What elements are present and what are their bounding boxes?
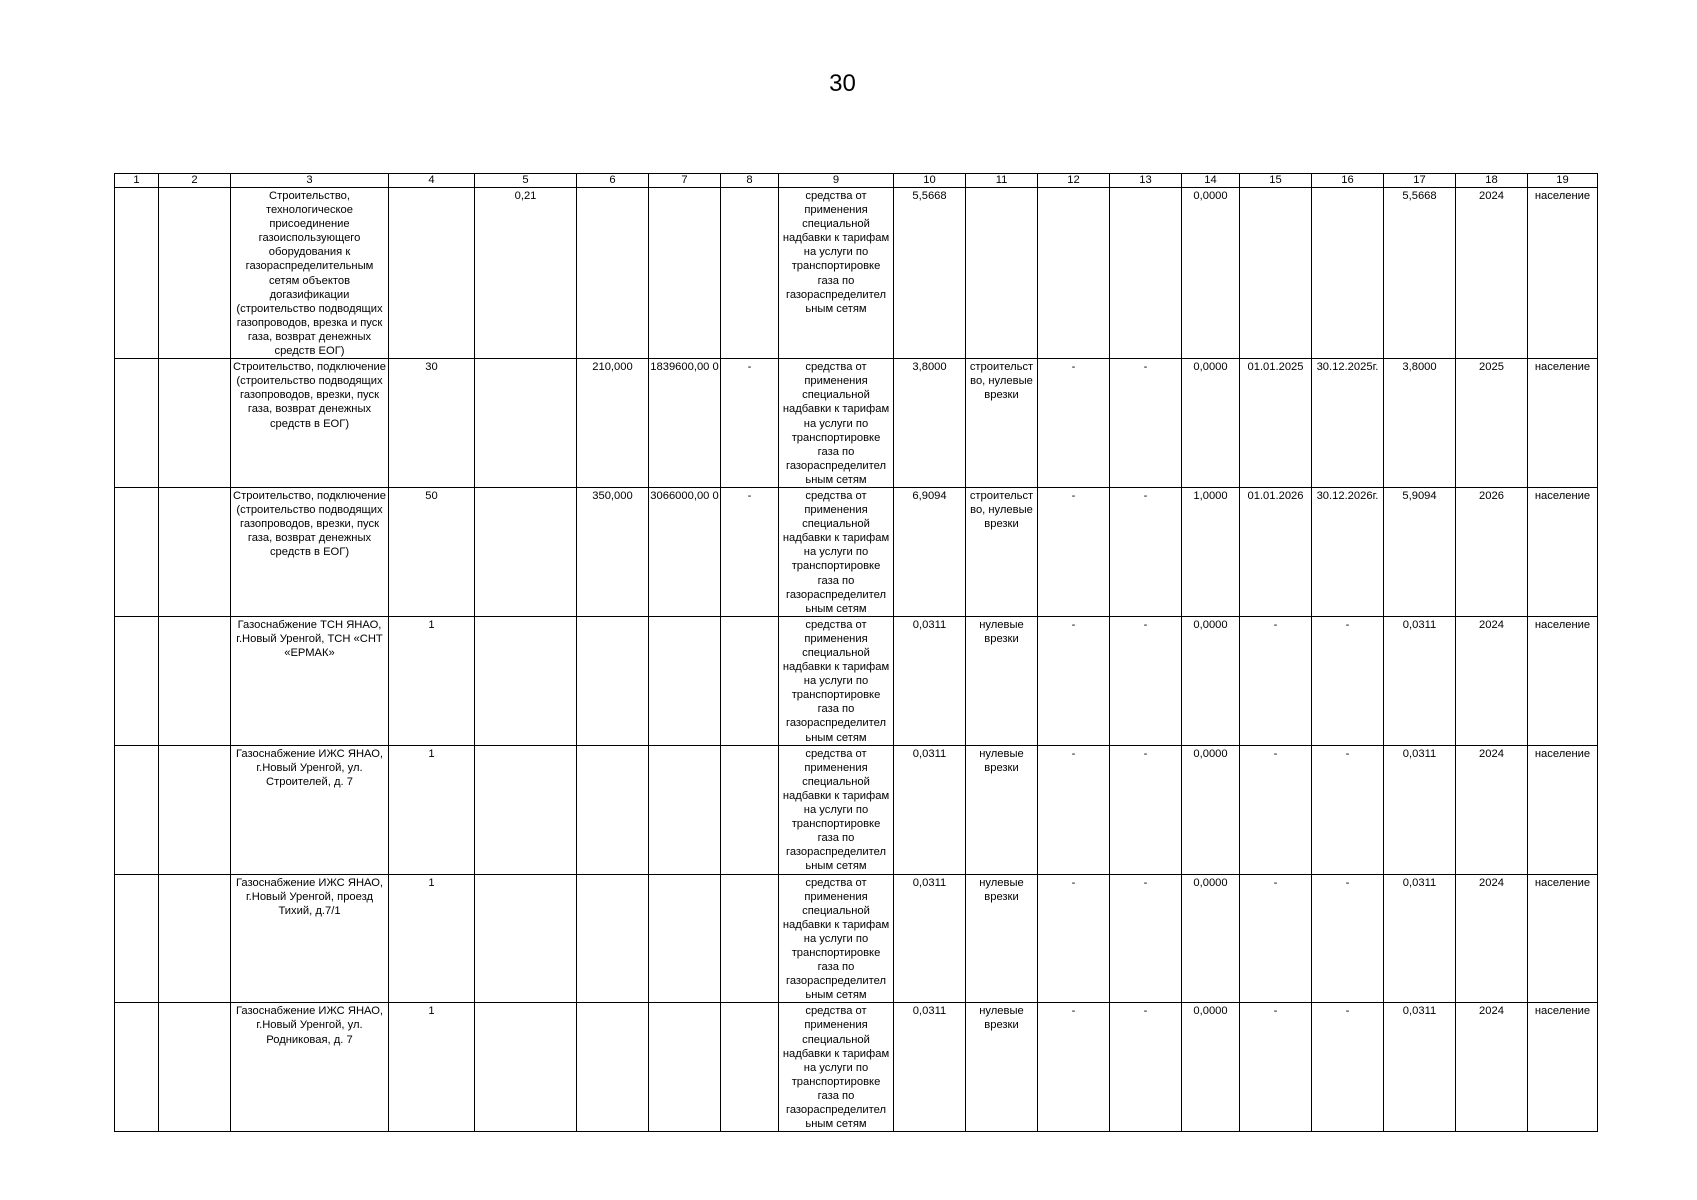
col-header: 4 xyxy=(389,174,475,188)
cell-col5 xyxy=(475,745,577,874)
cell-col14: 0,0000 xyxy=(1182,1003,1240,1132)
col-header: 6 xyxy=(577,174,649,188)
header-row xyxy=(115,174,1598,188)
cell-consumer: население xyxy=(1528,188,1598,359)
cell-end-date: - xyxy=(1312,874,1384,1003)
table-row xyxy=(115,188,1598,359)
cell-col13: - xyxy=(1110,616,1182,745)
col-header: 19 xyxy=(1528,174,1598,188)
cell-col2 xyxy=(159,616,231,745)
cell-col10: 0,0311 xyxy=(894,874,966,1003)
cell-col17: 5,9094 xyxy=(1384,487,1456,616)
cell-col10: 0,0311 xyxy=(894,616,966,745)
cell-col4: 1 xyxy=(389,745,475,874)
cell-object-name: Строительство, технологическое присоединение газоиспользующего оборудования к газораспределительным сетям объектов догазификации (строительство подводящих газопроводов, врезка и пуск газа, возврат денежных средств ЕОГ) xyxy=(231,188,389,359)
cell-start-date: 01.01.2026 xyxy=(1240,487,1312,616)
cell-col10: 3,8000 xyxy=(894,359,966,488)
col-header: 13 xyxy=(1110,174,1182,188)
col-header: 17 xyxy=(1384,174,1456,188)
cell-col13: - xyxy=(1110,487,1182,616)
cell-col4: 1 xyxy=(389,874,475,1003)
cell-object-name: Газоснабжение ИЖС ЯНАО, г.Новый Уренгой, ул. Родниковая, д. 7 xyxy=(231,1003,389,1132)
col-header: 12 xyxy=(1038,174,1110,188)
cell-col11: нулевые врезки xyxy=(966,616,1038,745)
table-row xyxy=(115,874,1598,1003)
cell-col11 xyxy=(966,188,1038,359)
cell-col8 xyxy=(721,745,779,874)
cell-funding-source: средства от применения специальной надбавки к тарифам на услуги по транспортировке газа по газораспределител ьным сетям xyxy=(779,359,894,488)
cell-end-date: - xyxy=(1312,1003,1384,1132)
cell-col6: 210,000 xyxy=(577,359,649,488)
cell-start-date: 01.01.2025 xyxy=(1240,359,1312,488)
cell-col11: нулевые врезки xyxy=(966,874,1038,1003)
cell-col1 xyxy=(115,487,159,616)
table-row xyxy=(115,1003,1598,1132)
cell-year: 2026 xyxy=(1456,487,1528,616)
cell-col10: 0,0311 xyxy=(894,745,966,874)
cell-col4 xyxy=(389,188,475,359)
col-header: 18 xyxy=(1456,174,1528,188)
cell-col17: 0,0311 xyxy=(1384,745,1456,874)
cell-col17: 5,5668 xyxy=(1384,188,1456,359)
col-header: 7 xyxy=(649,174,721,188)
col-header: 16 xyxy=(1312,174,1384,188)
cell-col12 xyxy=(1038,188,1110,359)
cell-col5 xyxy=(475,487,577,616)
cell-col2 xyxy=(159,1003,231,1132)
cell-col4: 30 xyxy=(389,359,475,488)
cell-col2 xyxy=(159,359,231,488)
cell-consumer: население xyxy=(1528,487,1598,616)
col-header: 8 xyxy=(721,174,779,188)
cell-col14: 0,0000 xyxy=(1182,745,1240,874)
cell-col12: - xyxy=(1038,616,1110,745)
cell-col13: - xyxy=(1110,1003,1182,1132)
cell-funding-source: средства от применения специальной надбавки к тарифам на услуги по транспортировке газа по газораспределител ьным сетям xyxy=(779,874,894,1003)
cell-year: 2024 xyxy=(1456,616,1528,745)
cell-year: 2025 xyxy=(1456,359,1528,488)
cell-col6 xyxy=(577,874,649,1003)
cell-col13: - xyxy=(1110,745,1182,874)
col-header: 15 xyxy=(1240,174,1312,188)
cell-col14: 1,0000 xyxy=(1182,487,1240,616)
cell-col11: строительст во, нулевые врезки xyxy=(966,359,1038,488)
col-header: 1 xyxy=(115,174,159,188)
cell-object-name: Газоснабжение ИЖС ЯНАО, г.Новый Уренгой, проезд Тихий, д.7/1 xyxy=(231,874,389,1003)
cell-col17: 0,0311 xyxy=(1384,1003,1456,1132)
cell-col4: 50 xyxy=(389,487,475,616)
cell-object-name: Строительство, подключение (строительство подводящих газопроводов, врезки, пуск газа, возврат денежных средств в ЕОГ) xyxy=(231,487,389,616)
cell-col7 xyxy=(649,1003,721,1132)
cell-start-date: - xyxy=(1240,1003,1312,1132)
cell-col5 xyxy=(475,359,577,488)
table-row xyxy=(115,487,1598,616)
cell-col8 xyxy=(721,1003,779,1132)
cell-start-date xyxy=(1240,188,1312,359)
cell-object-name: Газоснабжение ТСН ЯНАО, г.Новый Уренгой, ТСН «СНТ «ЕРМАК» xyxy=(231,616,389,745)
cell-col14: 0,0000 xyxy=(1182,359,1240,488)
cell-consumer: население xyxy=(1528,616,1598,745)
cell-col6 xyxy=(577,188,649,359)
cell-funding-source: средства от применения специальной надбавки к тарифам на услуги по транспортировке газа по газораспределител ьным сетям xyxy=(779,616,894,745)
cell-col12: - xyxy=(1038,1003,1110,1132)
col-header: 5 xyxy=(475,174,577,188)
cell-col7 xyxy=(649,616,721,745)
col-header: 3 xyxy=(231,174,389,188)
cell-col5: 0,21 xyxy=(475,188,577,359)
cell-col2 xyxy=(159,487,231,616)
cell-col13: - xyxy=(1110,874,1182,1003)
col-header: 2 xyxy=(159,174,231,188)
cell-object-name: Строительство, подключение (строительство подводящих газопроводов, врезки, пуск газа, возврат денежных средств в ЕОГ) xyxy=(231,359,389,488)
cell-year: 2024 xyxy=(1456,1003,1528,1132)
cell-col7: 1839600,00 0 xyxy=(649,359,721,488)
cell-col12: - xyxy=(1038,359,1110,488)
cell-end-date: 30.12.2025г. xyxy=(1312,359,1384,488)
table-row xyxy=(115,745,1598,874)
cell-funding-source: средства от применения специальной надбавки к тарифам на услуги по транспортировке газа по газораспределител ьным сетям xyxy=(779,1003,894,1132)
cell-col1 xyxy=(115,745,159,874)
cell-col8 xyxy=(721,616,779,745)
page-number: 30 xyxy=(829,70,856,97)
cell-col10: 0,0311 xyxy=(894,1003,966,1132)
cell-col1 xyxy=(115,874,159,1003)
cell-col17: 0,0311 xyxy=(1384,616,1456,745)
cell-consumer: население xyxy=(1528,874,1598,1003)
cell-col6 xyxy=(577,1003,649,1132)
cell-end-date xyxy=(1312,188,1384,359)
cell-col5 xyxy=(475,874,577,1003)
col-header: 11 xyxy=(966,174,1038,188)
col-header: 14 xyxy=(1182,174,1240,188)
cell-col13 xyxy=(1110,188,1182,359)
cell-col11: строительст во, нулевые врезки xyxy=(966,487,1038,616)
cell-col5 xyxy=(475,616,577,745)
cell-col2 xyxy=(159,874,231,1003)
col-header: 10 xyxy=(894,174,966,188)
cell-object-name: Газоснабжение ИЖС ЯНАО, г.Новый Уренгой, ул. Строителей, д. 7 xyxy=(231,745,389,874)
cell-end-date: - xyxy=(1312,616,1384,745)
col-header: 9 xyxy=(779,174,894,188)
cell-col2 xyxy=(159,188,231,359)
cell-end-date: - xyxy=(1312,745,1384,874)
cell-col4: 1 xyxy=(389,616,475,745)
cell-col14: 0,0000 xyxy=(1182,874,1240,1003)
cell-col1 xyxy=(115,1003,159,1132)
cell-col2 xyxy=(159,745,231,874)
cell-consumer: население xyxy=(1528,745,1598,874)
cell-col1 xyxy=(115,359,159,488)
cell-funding-source: средства от применения специальной надбавки к тарифам на услуги по транспортировке газа по газораспределител ьным сетям xyxy=(779,487,894,616)
cell-col11: нулевые врезки xyxy=(966,745,1038,874)
cell-col7 xyxy=(649,188,721,359)
cell-col7 xyxy=(649,745,721,874)
cell-col6: 350,000 xyxy=(577,487,649,616)
cell-end-date: 30.12.2026г. xyxy=(1312,487,1384,616)
cell-col8: - xyxy=(721,487,779,616)
cell-col1 xyxy=(115,188,159,359)
cell-col11: нулевые врезки xyxy=(966,1003,1038,1132)
cell-col17: 0,0311 xyxy=(1384,874,1456,1003)
cell-col8 xyxy=(721,188,779,359)
cell-col17: 3,8000 xyxy=(1384,359,1456,488)
table-row xyxy=(115,616,1598,745)
cell-year: 2024 xyxy=(1456,745,1528,874)
cell-col13: - xyxy=(1110,359,1182,488)
investment-program-table xyxy=(114,173,1598,1132)
cell-start-date: - xyxy=(1240,616,1312,745)
table-row xyxy=(115,359,1598,488)
cell-col6 xyxy=(577,616,649,745)
cell-col4: 1 xyxy=(389,1003,475,1132)
cell-funding-source: средства от применения специальной надбавки к тарифам на услуги по транспортировке газа по газораспределител ьным сетям xyxy=(779,745,894,874)
cell-col14: 0,0000 xyxy=(1182,188,1240,359)
cell-start-date: - xyxy=(1240,874,1312,1003)
cell-col8: - xyxy=(721,359,779,488)
cell-consumer: население xyxy=(1528,359,1598,488)
cell-col12: - xyxy=(1038,874,1110,1003)
cell-col5 xyxy=(475,1003,577,1132)
cell-start-date: - xyxy=(1240,745,1312,874)
cell-year: 2024 xyxy=(1456,874,1528,1003)
cell-col7: 3066000,00 0 xyxy=(649,487,721,616)
cell-col14: 0,0000 xyxy=(1182,616,1240,745)
cell-col10: 5,5668 xyxy=(894,188,966,359)
cell-col1 xyxy=(115,616,159,745)
cell-col6 xyxy=(577,745,649,874)
cell-col10: 6,9094 xyxy=(894,487,966,616)
cell-year: 2024 xyxy=(1456,188,1528,359)
cell-col12: - xyxy=(1038,487,1110,616)
cell-funding-source: средства от применения специальной надбавки к тарифам на услуги по транспортировке газа по газораспределител ьным сетям xyxy=(779,188,894,359)
cell-col7 xyxy=(649,874,721,1003)
cell-col12: - xyxy=(1038,745,1110,874)
cell-consumer: население xyxy=(1528,1003,1598,1132)
cell-col8 xyxy=(721,874,779,1003)
